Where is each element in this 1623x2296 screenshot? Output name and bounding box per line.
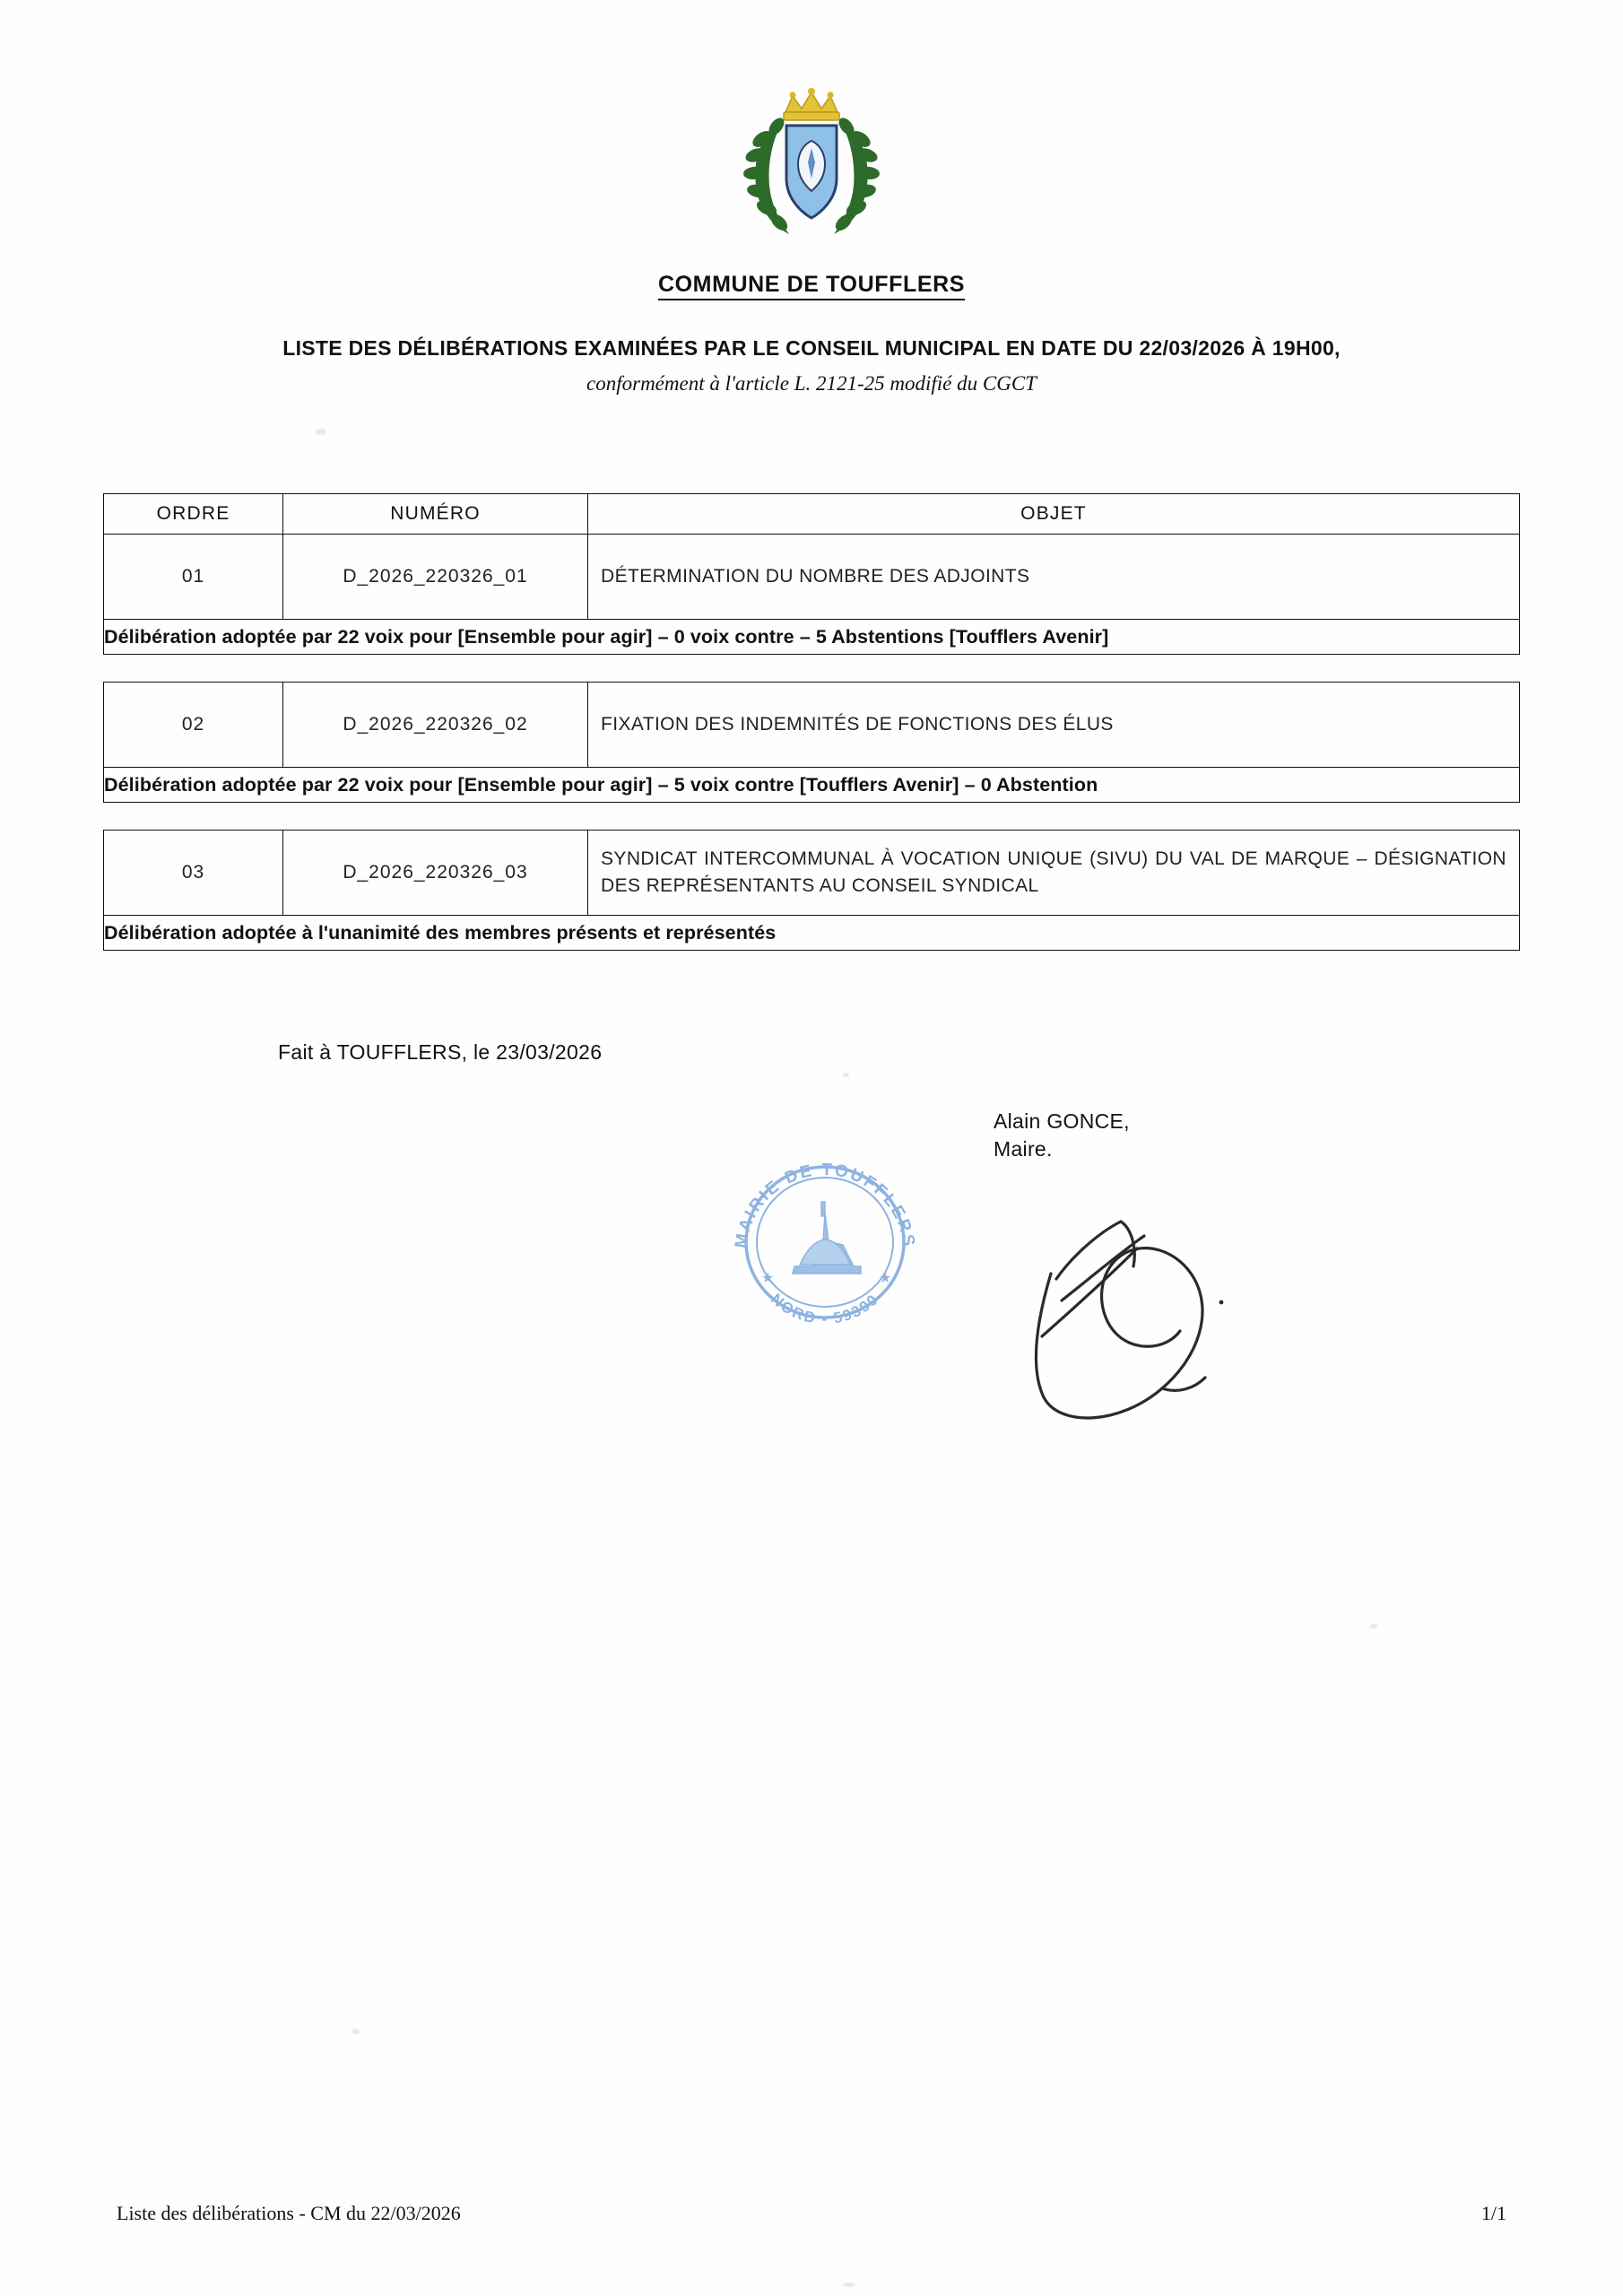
cell-numero: D_2026_220326_03 [283,831,588,916]
deliberation-block-1 [103,493,1520,655]
footer-page-number: 1/1 [1480,2202,1506,2224]
cell-numero: D_2026_220326_01 [283,535,588,620]
svg-text:★: ★ [879,1271,892,1286]
signer-role: Maire. [994,1137,1053,1161]
table-row [104,535,1520,620]
cell-objet: FIXATION DES INDEMNITÉS DE FONCTIONS DES ÉLUS [588,683,1520,768]
deliberation-block-2 [103,682,1520,803]
official-stamp [717,1148,933,1336]
subtitle-line-1: LISTE DES DÉLIBÉRATIONS EXAMINÉES PAR LE CONSEIL MUNICIPAL EN DATE DU 22/03/2026 À 19H00, [282,336,1341,360]
cell-resultat: Délibération adoptée à l'unanimité des membres présents et représentés [104,916,1520,951]
page-title [0,272,1623,298]
header-objet: OBJET [588,494,1520,535]
svg-text:NORD - 59390: NORD - 59390 [768,1290,882,1328]
svg-text:MAIRIE DE TOUFFLERS: MAIRIE DE TOUFFLERS [731,1160,918,1250]
signer-block [994,1108,1130,1163]
scan-speck [843,2283,855,2287]
scan-speck [352,2029,360,2034]
subtitle-line-2: conformément à l'article L. 2121-25 modifié du CGCT [586,372,1037,395]
svg-text:★: ★ [761,1271,775,1286]
place-and-date: Fait à TOUFFLERS, le 23/03/2026 [278,1040,603,1064]
signer-name: Alain GONCE, [994,1109,1130,1133]
cell-objet: SYNDICAT INTERCOMMUNAL À VOCATION UNIQUE (SIVU) DU VAL DE MARQUE – DÉSIGNATION DES REPRÉSENTANTS AU CONSEIL SYNDICAL [588,831,1520,916]
cell-resultat: Délibération adoptée par 22 voix pour [Ensemble pour agir] – 5 voix contre [Toufflers Avenir] – 0 Abstention [104,768,1520,803]
commune-crest [0,85,1623,251]
deliberation-block-3 [103,830,1520,951]
header-ordre: ORDRE [104,494,283,535]
scan-speck [843,1073,849,1077]
block-spacer [103,803,1520,830]
handwritten-signature [986,1166,1237,1435]
cell-ordre: 02 [104,683,283,768]
cell-ordre: 01 [104,535,283,620]
footer-left-text: Liste des délibérations - CM du 22/03/2026 [117,2202,461,2224]
table-result-row [104,768,1520,803]
cell-numero: D_2026_220326_02 [283,683,588,768]
cell-ordre: 03 [104,831,283,916]
table-header-row [104,494,1520,535]
table-row [104,831,1520,916]
table-row [104,683,1520,768]
commune-title-text: COMMUNE DE TOUFFLERS [658,272,965,300]
scan-speck [316,429,326,435]
cell-resultat: Délibération adoptée par 22 voix pour [Ensemble pour agir] – 0 voix contre – 5 Abstentions [Toufflers Avenir] [104,620,1520,655]
scan-speck [1370,1623,1377,1629]
deliberations-table-area [103,493,1520,951]
cell-objet: DÉTERMINATION DU NOMBRE DES ADJOINTS [588,535,1520,620]
block-spacer [103,655,1520,682]
header-numero: NUMÉRO [283,494,588,535]
table-result-row [104,620,1520,655]
table-result-row [104,916,1520,951]
page-footer [117,2202,1506,2225]
